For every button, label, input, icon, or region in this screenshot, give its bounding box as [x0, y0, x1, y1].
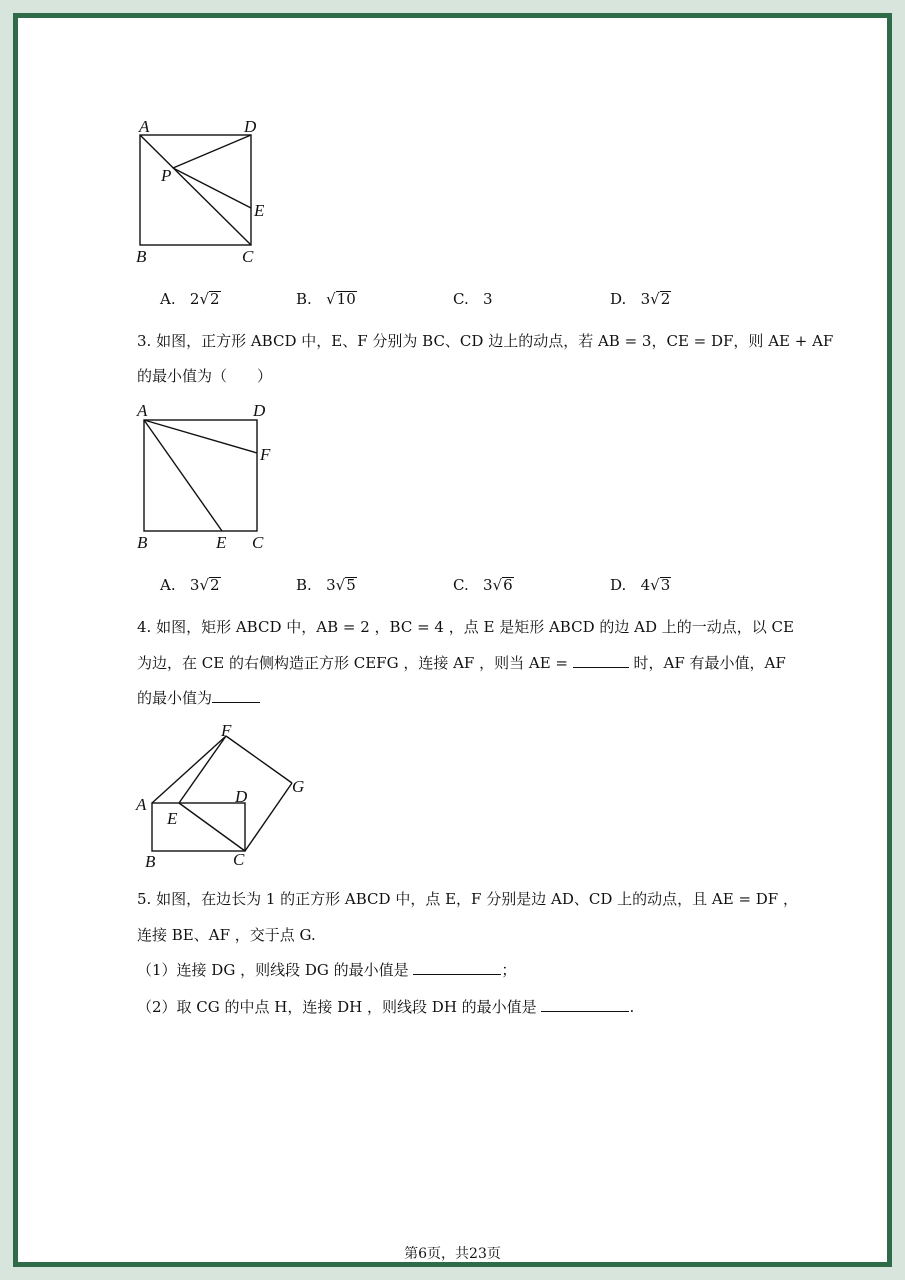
q5-stem-line2: 连接 BE、AF ，交于点 G.	[137, 926, 316, 944]
q4-label-a: A	[136, 795, 147, 814]
q3-label-d: D	[253, 401, 266, 420]
q4-label-c: C	[233, 850, 245, 869]
q4-label-g: G	[292, 777, 305, 796]
q3-label-f: F	[260, 445, 271, 464]
q4-stem-line3: 的最小值为	[137, 688, 260, 708]
q3-label-c: C	[252, 533, 264, 552]
q2-label-a: A	[139, 117, 150, 136]
q3-option-d[interactable]: D. 4√3	[610, 576, 671, 594]
q3-segment-ae	[144, 420, 222, 531]
q5-answer-blank-dh[interactable]	[541, 997, 629, 1012]
q5-stem-line1: 5. 如图，在边长为 1 的正方形 ABCD 中，点 E，F 分别是边 AD、CD 上的动点，且 AE = DF ，	[137, 890, 798, 908]
q2-label-d: D	[244, 117, 257, 136]
q3-label-b: B	[137, 533, 148, 552]
q2-option-c[interactable]: C. 3	[453, 290, 493, 308]
q4-segment-gc	[245, 783, 292, 851]
q4-label-e: E	[167, 809, 178, 828]
q5-answer-blank-dg[interactable]	[413, 960, 501, 975]
q3-stem-line1: 3. 如图，正方形 ABCD 中，E、F 分别为 BC、CD 边上的动点，若 AB = 3，CE = DF，则 AE + AF	[137, 332, 834, 350]
q4-stem-line1: 4. 如图，矩形 ABCD 中，AB = 2 ，BC = 4 ，点 E 是矩形 ABCD 的边 AD 上的一动点，以 CE	[137, 618, 794, 636]
q2-diagonal-ac	[140, 135, 251, 245]
q3-figure	[132, 400, 282, 555]
q3-option-c[interactable]: C. 3√6	[453, 576, 513, 594]
q2-figure	[130, 115, 280, 265]
q2-option-b[interactable]: B. √10	[296, 290, 356, 308]
q3-label-a: A	[137, 401, 148, 420]
q4-segment-ef	[179, 736, 226, 803]
q2-label-p: P	[161, 166, 172, 185]
q4-label-d: D	[235, 787, 248, 806]
q2-segment-pe	[173, 168, 251, 208]
q3-segment-af	[144, 420, 257, 453]
q2-option-d[interactable]: D. 3√2	[610, 290, 671, 308]
q3-stem-line2: 的最小值为（ ）	[137, 367, 273, 385]
q4-answer-blank-ae[interactable]	[573, 653, 629, 668]
q4-stem-line2: 为边，在 CE 的右侧构造正方形 CEFG ，连接 AF ，则当 AE = 时，AF 有最小值，AF	[137, 654, 786, 672]
q4-rectangle	[152, 803, 245, 851]
q4-segment-fg	[226, 736, 292, 783]
q2-label-b: B	[136, 247, 147, 265]
q4-label-b: B	[145, 852, 156, 871]
q4-figure	[132, 718, 322, 873]
q2-label-c: C	[242, 247, 254, 265]
q2-segment-pd	[173, 135, 251, 168]
q3-label-e: E	[216, 533, 227, 552]
q4-segment-af	[152, 736, 226, 803]
q2-option-a[interactable]: A. 2√2	[160, 290, 220, 308]
page-footer: 第6页，共23页	[404, 1246, 501, 1262]
q4-segment-ec	[179, 803, 245, 851]
q5-subquestion-2: （2）取 CG 的中点 H，连接 DH ，则线段 DH 的最小值是 .	[137, 998, 635, 1016]
q5-subquestion-1: （1）连接 DG ，则线段 DG 的最小值是 ；	[137, 961, 517, 979]
q3-option-a[interactable]: A. 3√2	[160, 576, 220, 594]
q4-label-f: F	[221, 721, 232, 740]
q4-answer-blank-af[interactable]	[212, 688, 260, 703]
q2-label-e: E	[254, 201, 265, 220]
q3-option-b[interactable]: B. 3√5	[296, 576, 356, 594]
